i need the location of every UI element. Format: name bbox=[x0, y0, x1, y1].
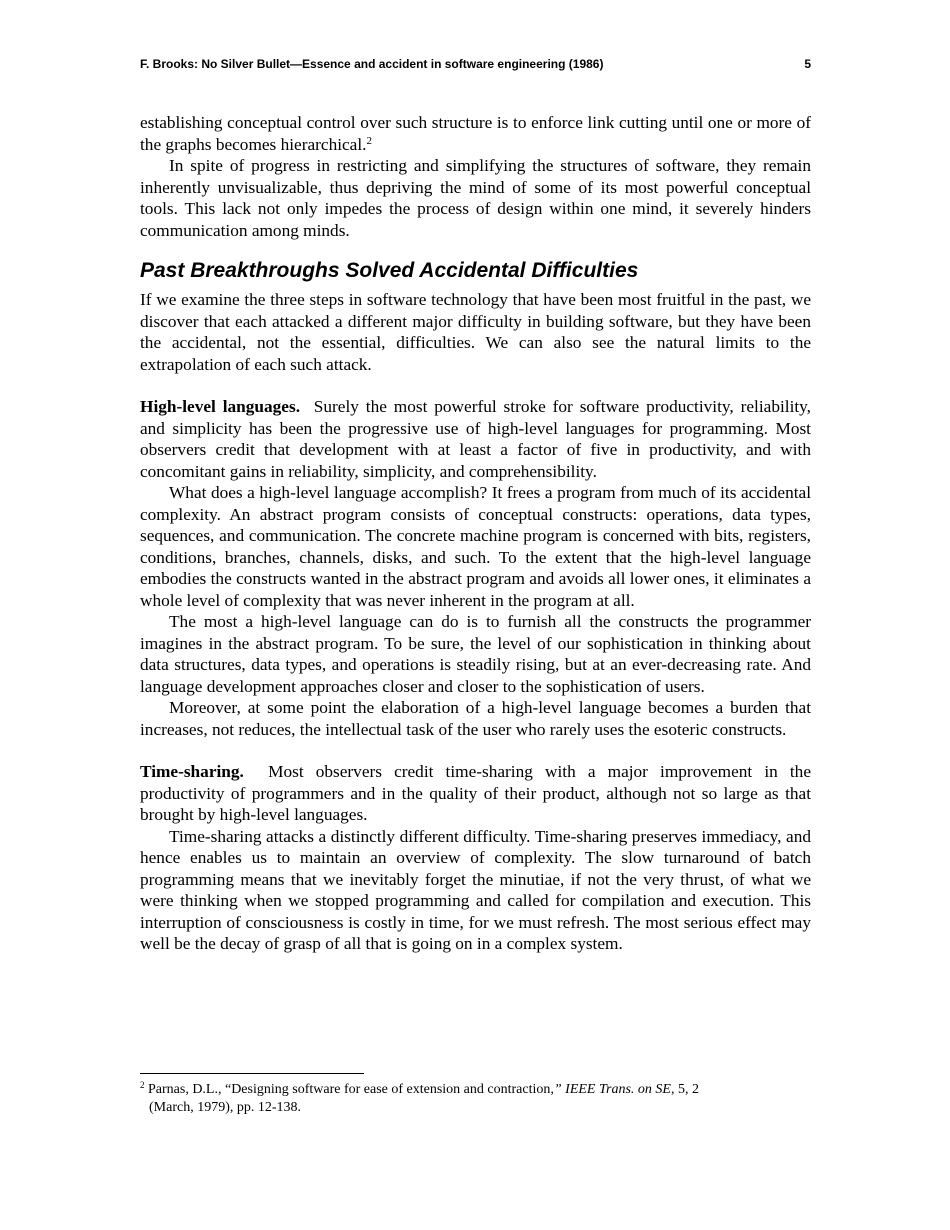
paragraph: Time-sharing attacks a distinctly different difficulty. Time-sharing preserves immediacy, and hence enables us to maintain an overview of complexity. The slow turnaround of batch programming means that we inevitably forget the minutiae, if not the very thrust, of what we were thinking when we stopped programming and called for compilation and execution. This interruption of consciousness is costly in time, for we must refresh. The most serious effect may well be the decay of grasp of all that is going on in a complex system. bbox=[140, 826, 811, 953]
footnote-line-2: (March, 1979), pp. 12-138. bbox=[149, 1100, 302, 1115]
paragraph: Moreover, at some point the elaboration of a high-level language becomes a burden that increases, not reduces, the intellectual task of the user who rarely uses the esoteric constructs. bbox=[140, 698, 811, 739]
footnote-marker: 2 bbox=[140, 1080, 145, 1090]
footnote-ref[interactable]: 2 bbox=[366, 134, 372, 147]
paragraph-time-sharing: Time-sharing. Most observers credit time-sharing with a major improvement in the productivity of programmers and in the quality of their product, although not so large as that brought by high-level languages. bbox=[140, 762, 811, 824]
runin-heading: High-level languages. bbox=[140, 397, 301, 416]
footnote: $^2$ Parnas, D.L., “Designing software for ease of extension and contraction,” IEEE Trans. on SE, 5, 2 (March, 1979), pp. 12-138. bbox=[140, 1081, 811, 1117]
article-body bbox=[140, 112, 811, 955]
runin-heading: Time-sharing. bbox=[140, 762, 244, 781]
page-number: 5 bbox=[804, 57, 811, 71]
paragraph: If we examine the three steps in software technology that have been most fruitful in the past, we discover that each attacked a different major difficulty in building software, but they have been the accidental, not the essential, difficulties. We can also see the natural limits to the extrapolation of each such attack. bbox=[140, 290, 811, 374]
running-title: F. Brooks: No Silver Bullet—Essence and accident in software engineering (1986) bbox=[140, 57, 604, 71]
section-heading: Past Breakthroughs Solved Accidental Difficulties bbox=[140, 259, 639, 282]
footnote-rule bbox=[140, 1073, 364, 1074]
paragraph-high-level-languages: High-level languages. Surely the most powerful stroke for software productivity, reliability, and simplicity has been the progressive use of high-level languages for programming. Most observers credit that development with at least a factor of five in productivity, and with concomitant gains in reliability, simplicity, and comprehensibility. bbox=[140, 397, 812, 481]
paragraph: In spite of progress in restricting and simplifying the structures of software, they remain inherently unvisualizable, thus depriving the mind of some of its most powerful conceptual tools. This lack not only impedes the process of design within one mind, it severely hinders communication among minds. bbox=[140, 156, 811, 240]
paragraph: establishing conceptual control over such structure is to enforce link cutting until one or more of the graphs becomes hierarchical.$^2$ bbox=[140, 113, 811, 154]
paragraph: The most a high-level language can do is to furnish all the constructs the programmer imagines in the abstract program. To be sure, the level of our sophistication in thinking about data structures, data types, and operations is steadily rising, but at an ever-decreasing rate. And language development approaches closer and closer to the sophistication of users. bbox=[140, 612, 811, 696]
paragraph: What does a high-level language accomplish? It frees a program from much of its accidental complexity. An abstract program consists of conceptual constructs: operations, data types, sequences, and communication. The concrete machine program is concerned with bits, registers, conditions, branches, channels, disks, and such. To the extent that the high-level language embodies the constructs wanted in the abstract program and avoids all lower ones, it eliminates a whole level of complexity that was never inherent in the program at all. bbox=[140, 483, 811, 610]
